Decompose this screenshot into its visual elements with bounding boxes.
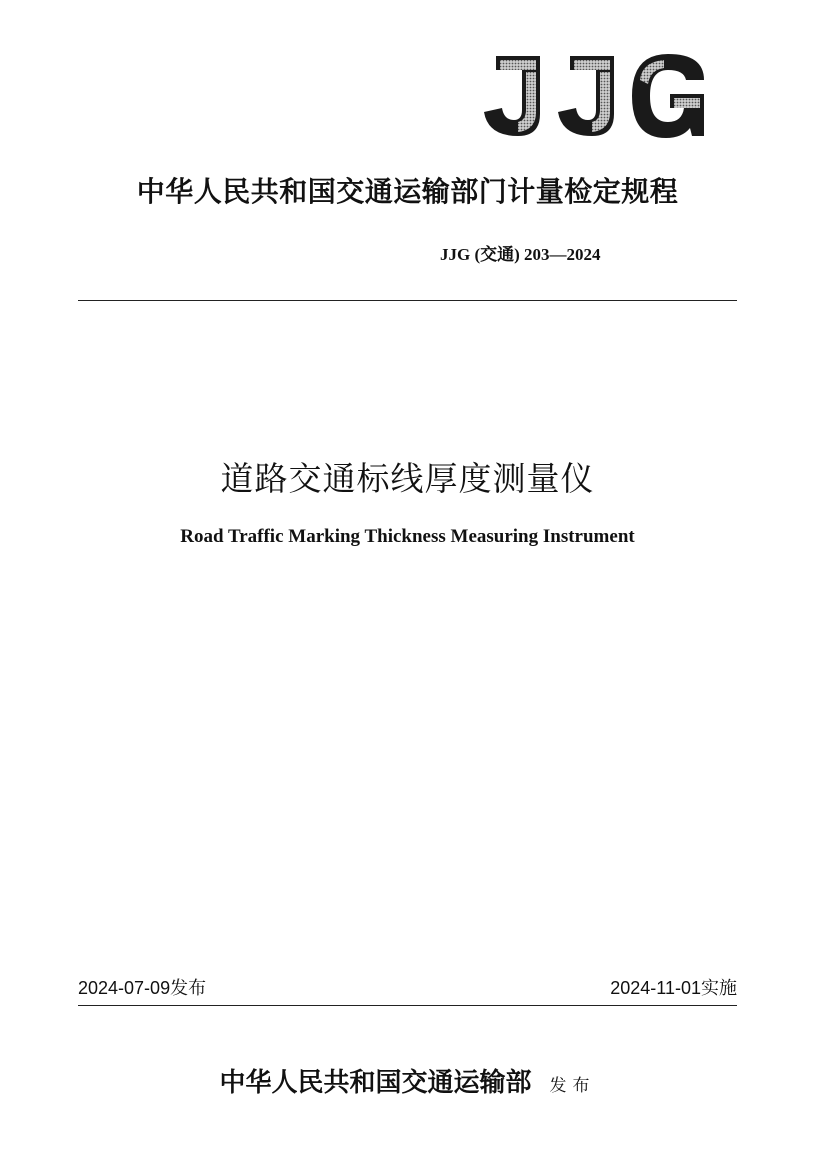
jjg-logo — [478, 50, 706, 142]
publisher-name: 中华人民共和国交通运输部 — [219, 1068, 532, 1098]
effective-date: 2024-11-01实施 — [610, 978, 737, 998]
top-divider — [78, 300, 737, 301]
document-title-english: Road Traffic Marking Thickness Measuring Instrument — [180, 526, 635, 547]
bottom-divider — [78, 1005, 737, 1006]
document-title-chinese: 道路交通标线厚度测量仪 — [220, 459, 595, 498]
issuing-authority-heading: 中华人民共和国交通运输部门计量检定规程 — [136, 175, 679, 208]
standard-code: JJG (交通) 203—2024 — [440, 245, 601, 264]
publisher-line — [0, 1062, 815, 1099]
publisher-action: 发布 — [549, 1076, 596, 1096]
jjg-logo-icon — [478, 50, 706, 142]
release-date: 2024-07-09发布 — [78, 978, 207, 998]
